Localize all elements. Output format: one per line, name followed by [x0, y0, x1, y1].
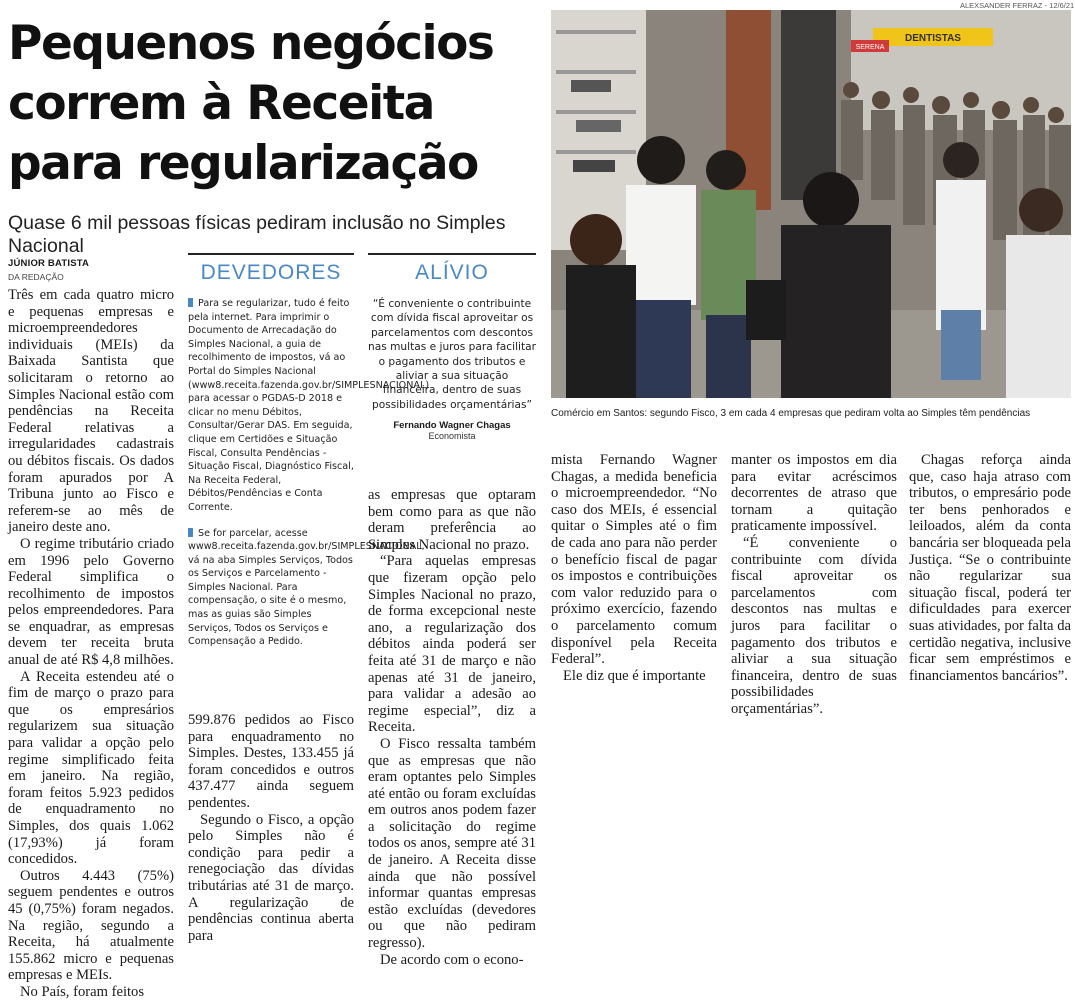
- devedores-title: DEVEDORES: [200, 261, 342, 284]
- paragraph: O regime tributário criado em 1996 pelo Governo Federal simplifica o recolhimento de impostos pelos empreendedores. Para se enquadrar, as empresas devem ter receita bruta anual de até R$ 4,8 milhões.: [8, 535, 174, 669]
- byline-desk: DA REDAÇÃO: [8, 272, 64, 282]
- sign-dentistas: DENTISTAS: [905, 33, 961, 44]
- box-rule: [368, 253, 536, 255]
- devedores-text: [188, 297, 430, 649]
- article-column-4: [551, 452, 717, 684]
- quote-author: Fernando Wagner Chagas: [393, 420, 511, 432]
- paragraph: as empresas que optaram bem como para as que não deram preferência ao Simples Nacional no prazo.: [368, 487, 536, 553]
- paragraph: A Receita estendeu até o fim de março o prazo para que os empresários regularizem sua situação para validar a opção pelo regime simplificado feita em janeiro. Na região, foram feitos 5.923 pedidos de enquadramento no Simples, dos quais 1.062 (17,93%) já foram concedidos.: [8, 668, 174, 868]
- paragraph: De acordo com o econo-: [380, 951, 524, 968]
- bullet-icon: [188, 528, 193, 537]
- sign-serena: SERENA: [855, 44, 885, 51]
- paragraph: Outros 4.443 (75%) seguem pendentes e outros 45 (0,75%) foram negados. Na região, segundo a Receita, há atualmente 155.862 micro e pequenas empresas e MEIs.: [8, 867, 174, 984]
- paragraph: Três em cada quatro micro e pequenas empresas e microempreendedores individuais (MEIs) da Baixada Santista que solicitaram o retorno ao Simples Nacional estão com pendências na Receita Federal relativas a irregularidades cadastrais ou débitos fiscais. Os dados foram apurados por A Tribuna junto ao Fisco e referem-se ao mês de janeiro deste ano.: [8, 287, 174, 536]
- devedores-item: Se for parcelar, acesse www8.receita.fazenda.gov.br/SIMPLESNACIONAL, vá na aba Simples Serviços, Todos os Serviços e Parcelamento - Simples Nacional. Para compensação, o site é o mesmo, mas as guias são Simples Serviços, Todos os Serviços e Compensação a Pedido.: [188, 527, 425, 648]
- paragraph: Segundo o Fisco, a opção pelo Simples não é condição para pedir a renegociação das dívidas tributárias até 31 de março. A regularização de pendências continua aberta para: [188, 811, 354, 944]
- alivio-title: ALÍVIO: [415, 261, 489, 284]
- photo-caption: Comércio em Santos: segundo Fisco, 3 em cada 4 empresas que pediram volta ao Simples têm pendências: [551, 408, 1031, 419]
- devedores-box: [188, 253, 430, 649]
- crowd-illustration: [551, 10, 1071, 398]
- byline: JÚNIOR BATISTA: [8, 258, 90, 269]
- paragraph: “É conveniente o contribuinte com dívida fiscal aproveitar os parcelamentos com descontos nas multas e juros para facilitar o pagamento dos tributos e aliviar a sua situação financeira, dentro de suas possibilidades orçamentárias”.: [731, 534, 897, 717]
- paragraph: 599.876 pedidos ao Fisco para enquadramento no Simples. Destes, 133.455 já foram concedidos e outros 437.477 ainda seguem pendentes.: [188, 712, 354, 811]
- article-column-6: [909, 452, 1071, 684]
- quote-author-role: Economista: [428, 431, 476, 442]
- paragraph: manter os impostos em dia para evitar acréscimos decorrentes de atraso que tornam a quitação praticamente impossível.: [731, 452, 897, 535]
- paragraph: “Para aquelas empresas que fizeram opção pelo Simples Nacional no prazo, de forma excepcional neste ano, a regularização dos débitos ainda poderá ser feita até 31 de março e não apenas até 31 de janeiro, para validar a adesão ao regime especial”, diz a Receita.: [368, 553, 536, 736]
- street-photo: [551, 10, 1071, 398]
- paragraph: O Fisco ressalta também que as empresas que não eram optantes pelo Simples até então ou foram excluídas em outros anos podem fazer a solicitação do regime todos os anos, sempre até 31 de janeiro. A Receita disse ainda que não possível informar quantas empresas estão excluídas (devedores ou que não pediram regresso).: [368, 735, 536, 952]
- photo-credit: ALEXSANDER FERRAZ - 12/6/21: [960, 1, 1075, 10]
- article-column-2: [188, 712, 354, 944]
- alivio-box: [368, 253, 536, 441]
- headline: Pequenos negócios correm à Receita para regularização: [8, 16, 494, 191]
- paragraph: Ele diz que é importante: [563, 667, 706, 684]
- devedores-item: Para se regularizar, tudo é feito pela internet. Para imprimir o Documento de Arrecadação do Simples Nacional, a guia de recolhimento de impostos, vá ao Portal do Simples Nacional (www8.receita.fazenda.gov.br/SIMPLESNACIONAL) para acessar o PGDAS-D 2018 e clicar no menu Débitos, Consultar/Gerar DAS. Em seguida, clique em Certidões e Situação Fiscal, Consulta Pendências - Situação Fiscal, Diagnóstico Fiscal, Na Receita Federal, Débitos/Pendências e Conta Corrente.: [188, 298, 430, 513]
- subtitle: Quase 6 mil pessoas físicas pediram inclusão no Simples Nacional: [8, 212, 506, 257]
- bullet-icon: [188, 298, 193, 307]
- paragraph: Chagas reforça ainda que, caso haja atraso com tributos, o empresário pode ter bens penhorados e leiloados, além da conta bancária ser bloqueada pela Justiça. “Se o contribuinte não regularizar sua situação fiscal, poderá ter dificuldades para exercer suas atividades, por falta da certidão negativa, inclusive ficar sem empréstimos e financiamentos bancários”.: [909, 452, 1071, 684]
- pull-quote: “É conveniente o contribuinte com dívida fiscal aproveitar os parcelamentos com descontos nas multas e juros para facilitar o pagamento dos tributos e aliviar a sua situação financeira, dentro de suas possibilidades orçamentárias”: [368, 298, 536, 411]
- article-column-5: [731, 452, 897, 718]
- article-column-1: [8, 287, 174, 1001]
- article-column-3: [368, 487, 536, 968]
- paragraph: No País, foram feitos: [20, 983, 145, 1000]
- paragraph: mista Fernando Wagner Chagas, a medida beneficia o microempreendedor. “No caso dos MEIs, é essencial quitar o Simples até o fim de cada ano para não perder o benefício fiscal de pagar os impostos e contribuições com valor reduzido para o próximo exercício, fazendo o parcelamento comum disponível pela Receita Federal”.: [551, 452, 717, 668]
- box-rule: [188, 253, 354, 255]
